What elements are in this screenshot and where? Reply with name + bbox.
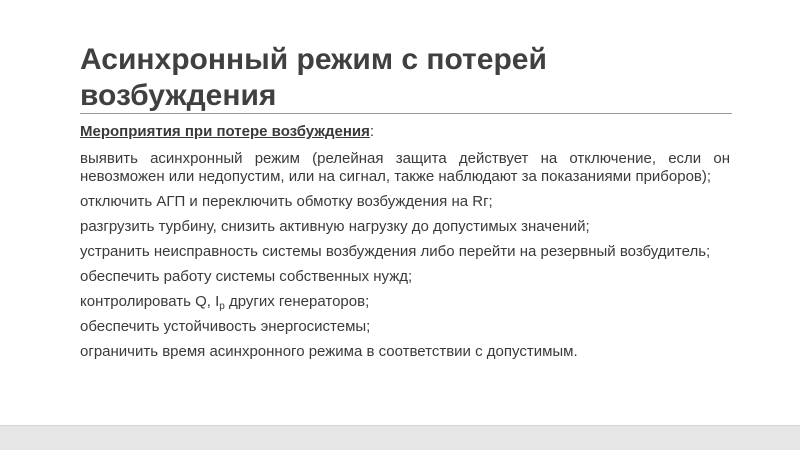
title-divider (80, 113, 732, 114)
slide-content (80, 123, 730, 368)
slide-title: Асинхронный режим с потерей возбуждения (80, 43, 547, 112)
list-item: устранить неисправность системы возбуждения либо перейти на резервный возбудитель; (80, 243, 711, 260)
list-item: обеспечить устойчивость энергосистемы; (80, 318, 371, 335)
list-item: ограничить время асинхронного режима в соответствии с допустимым. (80, 343, 578, 360)
list-item-control (80, 293, 730, 311)
list-item: разгрузить турбину, снизить активную нагрузку до допустимых значений; (80, 218, 590, 235)
content-heading-text: Мероприятия при потере возбуждения (80, 123, 370, 140)
content-heading-colon: : (369, 123, 375, 140)
control-subscript: р (219, 301, 225, 312)
list-item: выявить асинхронный режим (релейная защита действует на отключение, если он невозможен или недопустим, или на сигнал, также наблюдают за показаниями приборов); (80, 150, 730, 185)
list-item: отключить АГП и переключить обмотку возбуждения на Rг; (80, 193, 493, 210)
list-item: обеспечить работу системы собственных нужд; (80, 268, 413, 285)
control-prefix: контролировать Q, I (80, 293, 220, 310)
control-suffix: других генераторов; (224, 293, 370, 310)
bottom-band (0, 425, 800, 450)
content-heading (80, 123, 730, 141)
